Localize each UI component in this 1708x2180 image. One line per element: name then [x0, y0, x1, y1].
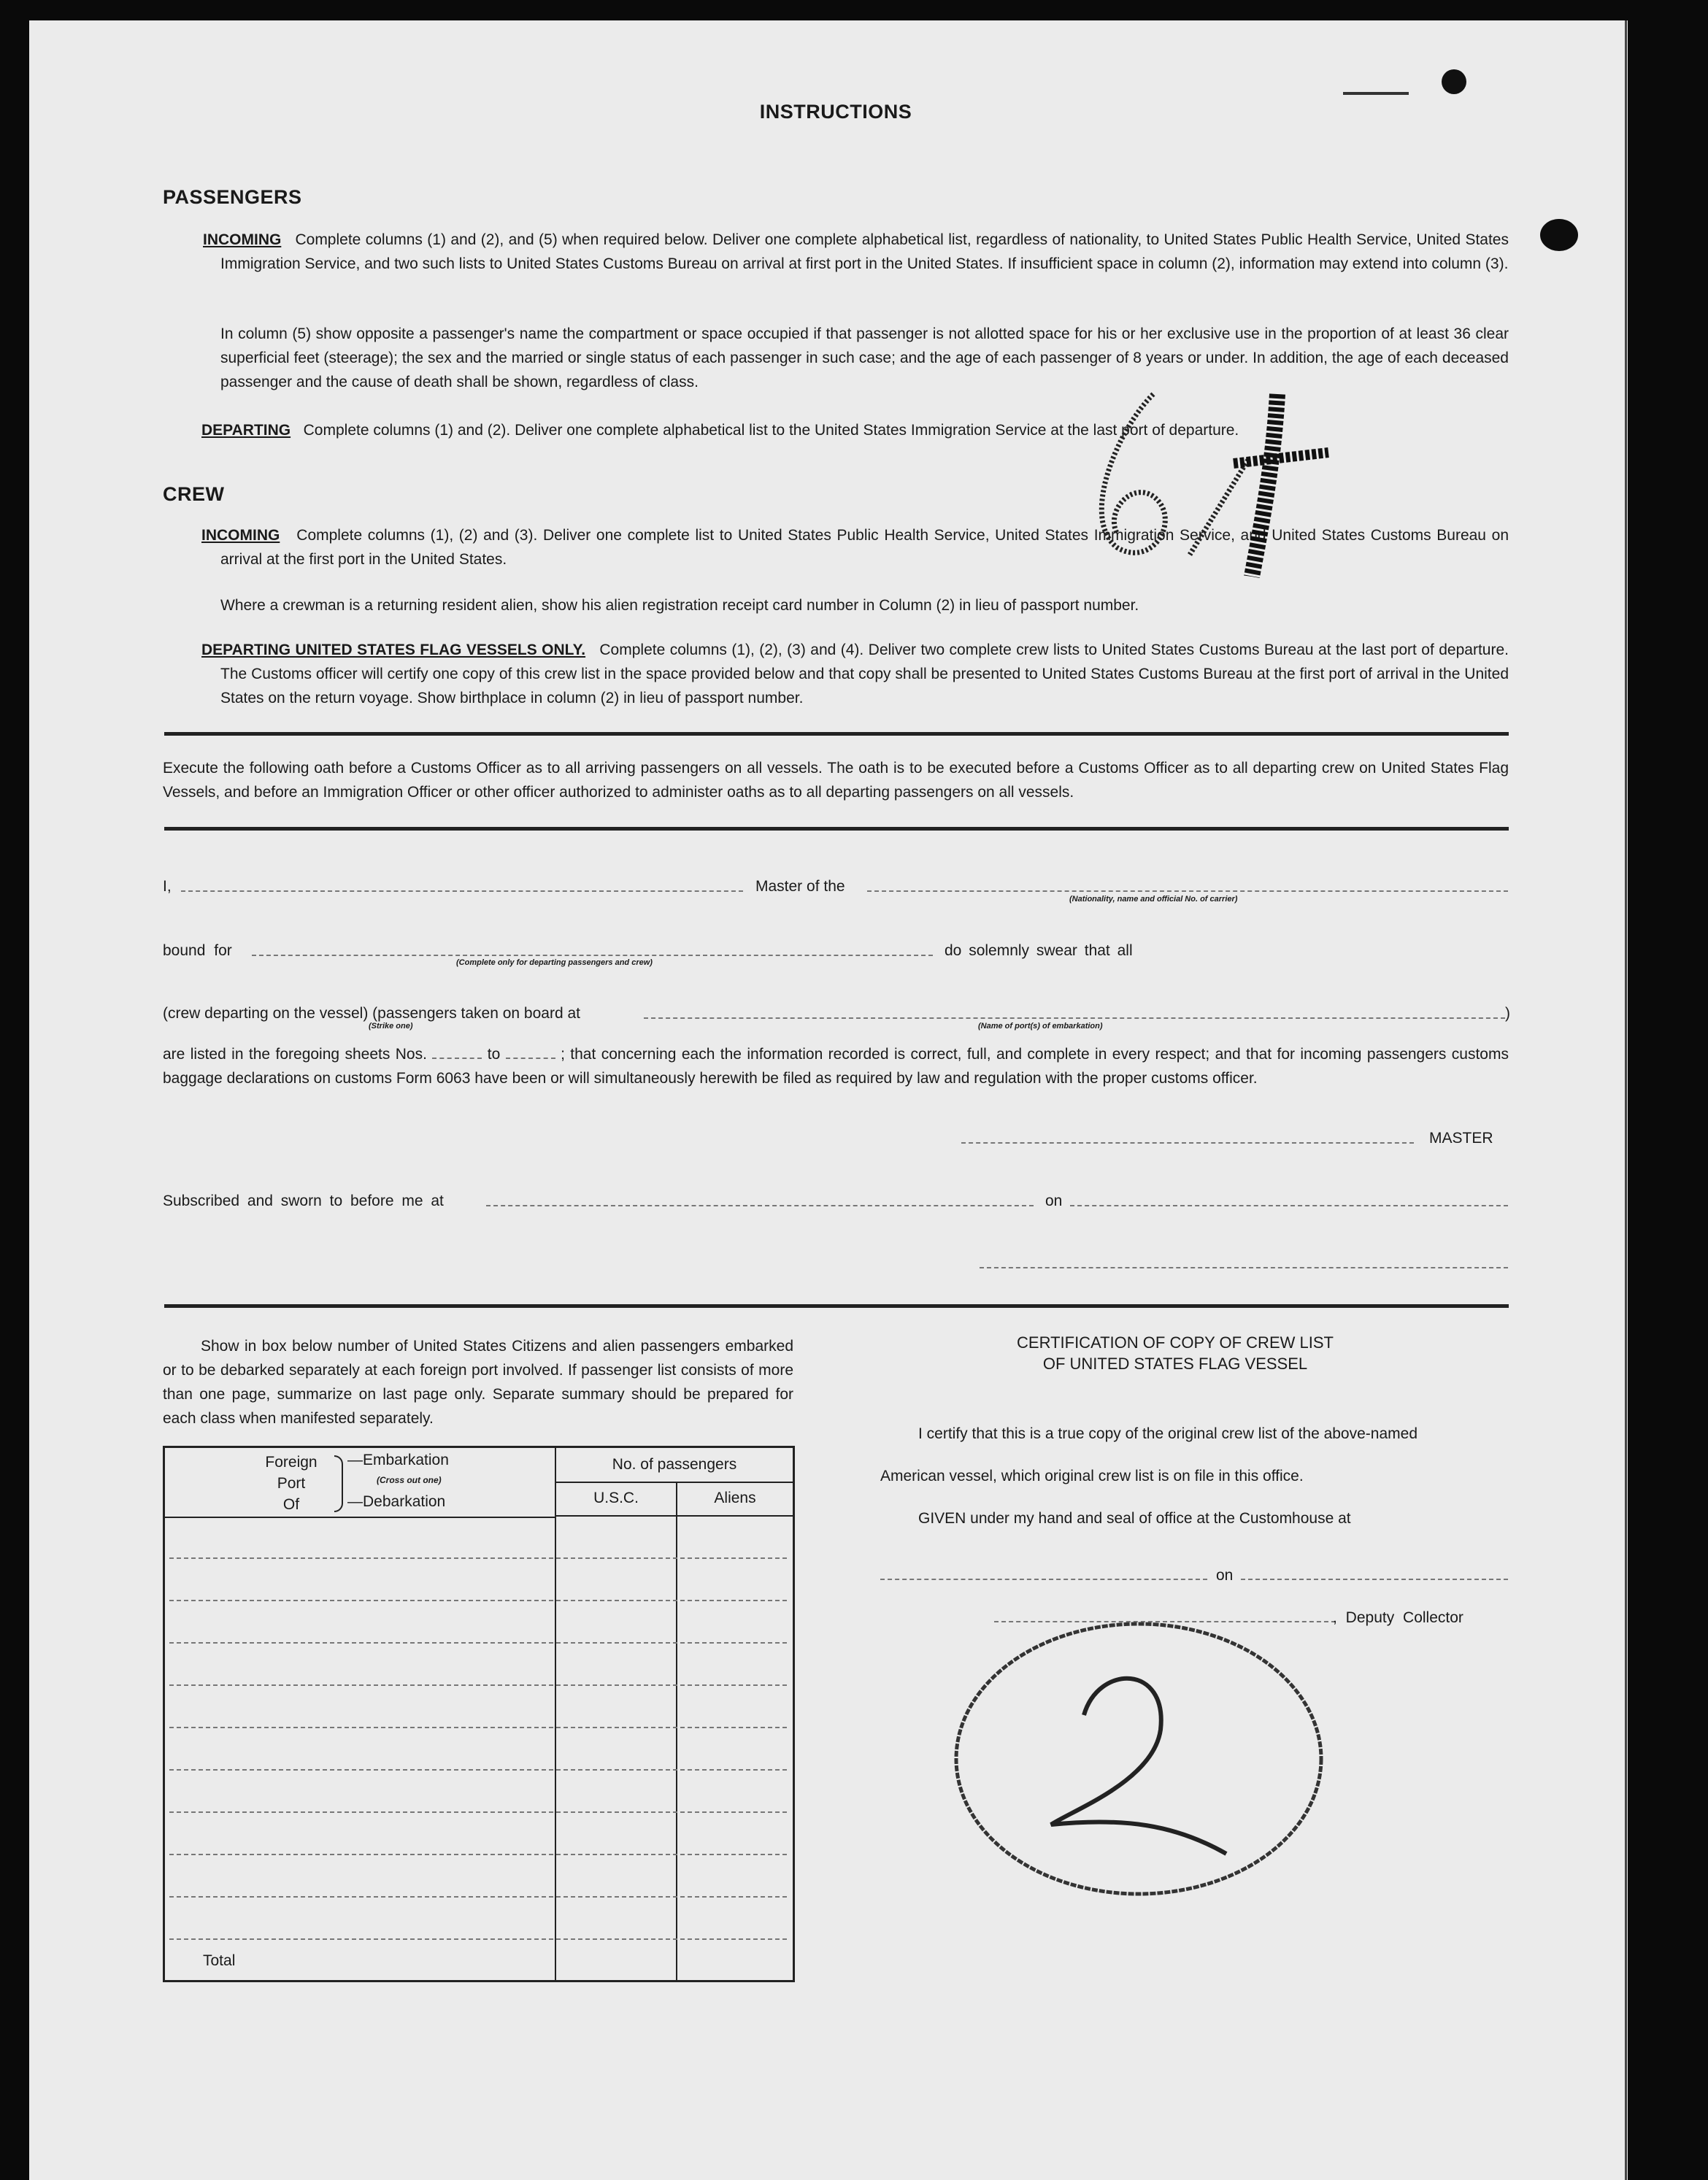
hole-punch-mark: [1540, 219, 1578, 251]
table-row[interactable]: [169, 1642, 787, 1644]
carrier-note: (Nationality, name and official No. of carrier): [1069, 895, 1238, 904]
oath-intro-text: Execute the following oath before a Customs Officer as to all arriving passengers on all vessels. The oath is to be executed before a Customs Officer as to all departing crew on United States Flag Vessels, and before an Immigration Officer or other officer authorized to administer oaths as to all departing passengers on all vessels.: [163, 760, 1509, 801]
cert-certify-text2: American vessel, which original crew list is on file in this office.: [880, 1468, 1304, 1484]
table-divider-1: [555, 1448, 556, 1980]
sworn-date-field[interactable]: [1070, 1205, 1508, 1206]
usc-header: U.S.C.: [593, 1490, 639, 1506]
embarkation-label: —Embarkation: [347, 1452, 449, 1468]
table-header-rule-1: [555, 1482, 793, 1483]
passengers-heading: PASSENGERS: [163, 186, 302, 208]
listed-text-b: ; that concerning each the information recorded is correct, full, and complete in every respect; and that for incoming passengers customs baggage declarations on customs Form 6063 have been or will simultaneously herewith be filed as required by law and regulation with the proper customs officer.: [163, 1046, 1509, 1087]
sheet-to-field[interactable]: [506, 1058, 555, 1059]
no-passengers-header: No. of passengers: [612, 1456, 737, 1473]
table-row[interactable]: [169, 1727, 787, 1728]
cert-on-label: on: [1216, 1567, 1234, 1584]
strike-note: (Strike one): [369, 1022, 413, 1031]
cross-out-note: (Cross out one): [377, 1475, 442, 1485]
section-rule-2: [164, 827, 1509, 831]
crew-departing-block: [201, 638, 1509, 710]
bound-for-note: (Complete only for departing passengers and crew): [456, 958, 653, 967]
crew-incoming-text: Complete columns (1), (2) and (3). Deliver one complete list to United States Public Health Service, United States Immigration Service, and United States Customs Bureau on arrival at the first port in the United States.: [220, 527, 1509, 568]
section-rule-3: [164, 1304, 1509, 1308]
crew-departing-text: (crew departing on the vessel) (passengers taken on board at: [163, 1005, 580, 1022]
listed-to: to: [487, 1046, 501, 1063]
passenger-summary-table: [163, 1446, 795, 1982]
carrier-field[interactable]: [867, 890, 1508, 892]
swear-text: do solemnly swear that all: [945, 942, 1133, 959]
section-rule-1: [164, 732, 1509, 736]
passengers-departing-label: DEPARTING: [201, 422, 291, 439]
brace-icon: [334, 1455, 343, 1512]
cert-title-line1: CERTIFICATION OF COPY OF CREW LIST: [1017, 1333, 1334, 1352]
passengers-incoming-text: Complete columns (1) and (2), and (5) when required below. Deliver one complete alphabetical list, regardless of nationality, to United States Public Health Service, United States Immigration Service, and two such lists to United States Customs Bureau on arrival at first port in the United States. If insufficient space in column (2), information may extend into column (3).: [220, 231, 1509, 272]
table-row[interactable]: [169, 1557, 787, 1559]
crew-heading: CREW: [163, 483, 225, 505]
crew-departing-text: Complete columns (1), (2), (3) and (4). Deliver two complete crew lists to United States Customs Bureau at the last port of departure. The Customs officer will certify one copy of this crew list in the space provided below and that copy shall be presented to United States Customs Bureau at the first port of arrival in the United States on the return voyage. Show birthplace in column (2) in lieu of passport number.: [220, 642, 1509, 706]
total-label: Total: [203, 1952, 236, 1969]
port-note: (Name of port(s) of embarkation): [978, 1022, 1103, 1031]
bound-for-field[interactable]: [252, 955, 933, 956]
cert-date-field[interactable]: [1241, 1579, 1508, 1580]
summary-instructions: Show in box below number of United States Citizens and alien passengers embarked or to be debarked separately at each foreign port involved. If passenger list consists of more than one page, summarize on last page only. Separate summary should be prepared for each class when manifested separately.: [163, 1338, 793, 1427]
table-row[interactable]: [169, 1769, 787, 1771]
embarkation-port-field[interactable]: [644, 1017, 1505, 1019]
crew-incoming-label: INCOMING: [201, 527, 280, 544]
col-of: Of: [282, 1496, 300, 1513]
page-title: INSTRUCTIONS: [759, 101, 912, 123]
cert-certify-text: I certify that this is a true copy of the original crew list of the above-named: [918, 1425, 1417, 1442]
sheet-from-field[interactable]: [432, 1058, 482, 1059]
deputy-collector-label: , Deputy Collector: [1333, 1609, 1463, 1626]
subscribed-label: Subscribed and sworn to before me at: [163, 1193, 444, 1209]
cert-title-line2: OF UNITED STATES FLAG VESSEL: [1042, 1355, 1308, 1373]
ink-blot: [1442, 69, 1466, 94]
aliens-header: Aliens: [714, 1490, 756, 1506]
table-row[interactable]: [169, 1811, 787, 1813]
listed-paragraph: [163, 1042, 1509, 1090]
crew-resident-text: Where a crewman is a returning resident alien, show his alien registration receipt card number in Column (2) in lieu of passport number.: [220, 597, 1139, 614]
officer-signature-field[interactable]: [980, 1267, 1508, 1268]
listed-text-a: are listed in the foregoing sheets Nos.: [163, 1046, 427, 1063]
master-of-the-label: Master of the: [755, 878, 845, 895]
closing-paren: ): [1505, 1005, 1510, 1022]
customhouse-field[interactable]: [880, 1579, 1207, 1580]
master-signature-field[interactable]: [961, 1142, 1414, 1144]
bound-for-label: bound for: [163, 942, 232, 959]
col-port: Port: [277, 1475, 306, 1492]
sworn-place-field[interactable]: [486, 1205, 1034, 1206]
circled-number: [942, 1613, 1336, 1905]
table-row[interactable]: [169, 1600, 787, 1601]
passengers-column5-text: In column (5) show opposite a passenger's name the compartment or space occupied if that passenger is not allotted space for his or her exclusive use in the proportion of at least 36 clear superficial feet (steerage); the sex and the married or single status of each passenger in such case; and the age of each passenger of 8 years or under. In addition, the age of each deceased passenger and the cause of death shall be shown, regardless of class.: [220, 326, 1509, 390]
crew-departing-label: DEPARTING UNITED STATES FLAG VESSELS ONLY.: [201, 642, 586, 658]
table-row[interactable]: [169, 1684, 787, 1686]
table-row[interactable]: [169, 1896, 787, 1898]
oath-i-label: I,: [163, 878, 172, 895]
ink-dash: [1343, 92, 1409, 95]
table-header-rule-2: [555, 1515, 793, 1517]
cert-given-text: GIVEN under my hand and seal of office at the Customhouse at: [918, 1510, 1351, 1527]
table-header-rule-3: [165, 1517, 555, 1518]
passengers-incoming-block: [203, 228, 1509, 276]
passengers-departing-text: Complete columns (1) and (2). Deliver one complete alphabetical list to the United States Immigration Service at the last port of departure.: [303, 422, 1239, 439]
handwritten-annotation: [1036, 372, 1416, 606]
col-foreign: Foreign: [265, 1454, 318, 1471]
passengers-incoming-label: INCOMING: [203, 231, 282, 248]
table-row[interactable]: [169, 1938, 787, 1940]
master-label: MASTER: [1429, 1130, 1493, 1147]
table-row[interactable]: [169, 1854, 787, 1855]
master-name-field[interactable]: [181, 890, 743, 892]
sworn-on-label: on: [1045, 1193, 1063, 1209]
page-edge: [1625, 20, 1627, 2180]
debarkation-label: —Debarkation: [347, 1493, 446, 1510]
table-divider-2: [676, 1482, 677, 1980]
